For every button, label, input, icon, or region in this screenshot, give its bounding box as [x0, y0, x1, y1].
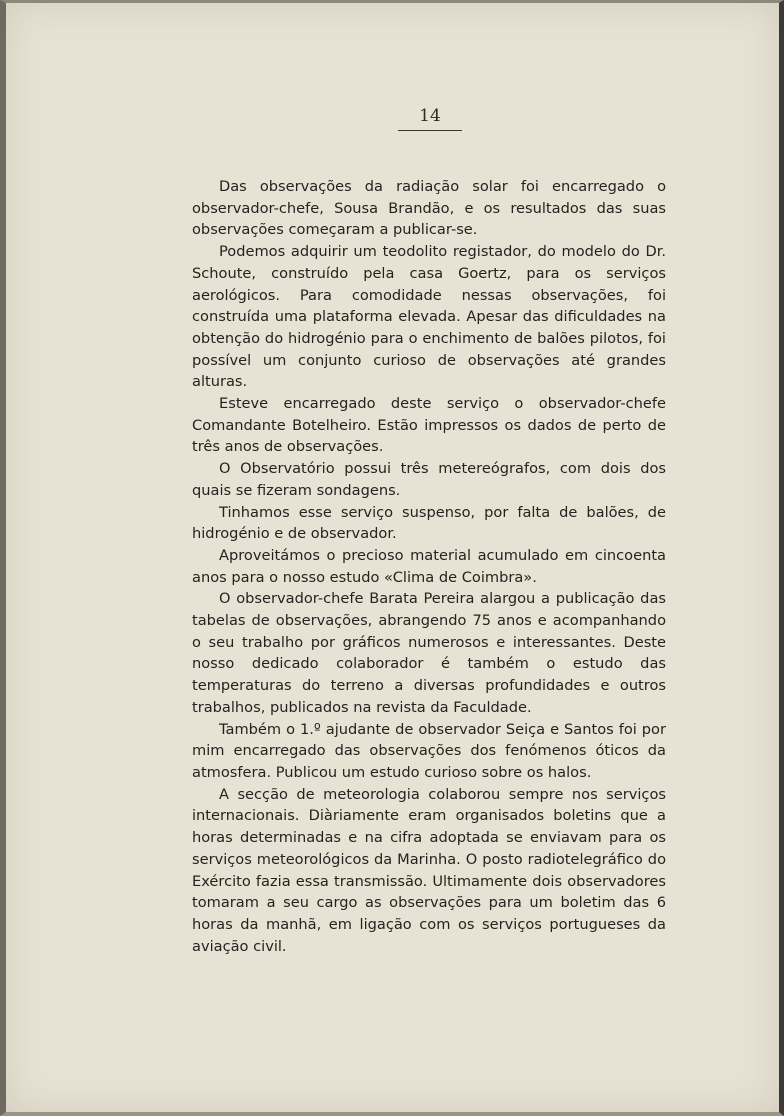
paragraph-clima-de-coimbra: Aproveitámos o precioso material acumulado em cincoenta anos para o nosso estudo «Clima de Coimbra».	[192, 546, 666, 586]
paragraph-botelheiro: Esteve encarregado deste serviço o observador-chefe Comandante Botelheiro. Estão impressos os dados de perto de três anos de observações.	[192, 395, 666, 456]
page-number: 14	[419, 106, 441, 126]
paragraph-solar-radiation: Das observações da radiação solar foi encarregado o observador-chefe, Sousa Brandão, e os resultados das suas observações começaram a publicar-se.	[192, 178, 666, 239]
paragraph-suspended-service: Tinhamos esse serviço suspenso, por falta de balões, de hidrogénio e de observador.	[192, 503, 666, 543]
paragraph-theodolite: Podemos adquirir um teodolito registador, do modelo do Dr. Schoute, construído pela casa Goertz, para os serviços aerológicos. Para comodidade nessas observações, foi construída uma plataforma elevada. Apesar das dificuldades na obtenção do hidrogénio para o enchimento de balões pilotos, foi possível um conjunto curioso de observações até grandes alturas.	[192, 243, 666, 391]
page-number-rule	[398, 130, 462, 131]
paragraph-barata-pereira: O observador-chefe Barata Pereira alargou a publicação das tabelas de observações, abrangendo 75 anos e acompanhando o seu trabalho por gráficos numerosos e interessantes. Deste nosso dedicado colaborador é também o estudo das temperaturas do terreno a diversas profundidades e outros trabalhos, publicados na revista da Faculdade.	[192, 590, 666, 716]
paragraph-international-services: A secção de meteorologia colaborou sempre nos serviços internacionais. Diàriamente eram organisados boletins que a horas determinadas e na cifra adoptada se enviavam para os serviços meteorológicos da Marinha. O posto radiotelegráfico do Exército fazia essa transmissão. Ultimamente dois observadores tomaram a seu cargo as observações para um boletim das 6 horas da manhã, em ligação com os serviços portugueses da aviação civil.	[192, 785, 666, 955]
paragraph-meteorographs: O Observatório possui três metereógrafos, com dois dos quais se fizeram sondagens.	[192, 460, 666, 499]
body-text	[192, 176, 666, 957]
paragraph-seica-e-santos: Também o 1.º ajudante de observador Seiça e Santos foi por mim encarregado das observações dos fenómenos óticos da atmosfera. Publicou um estudo curioso sobre os halos.	[192, 720, 666, 781]
